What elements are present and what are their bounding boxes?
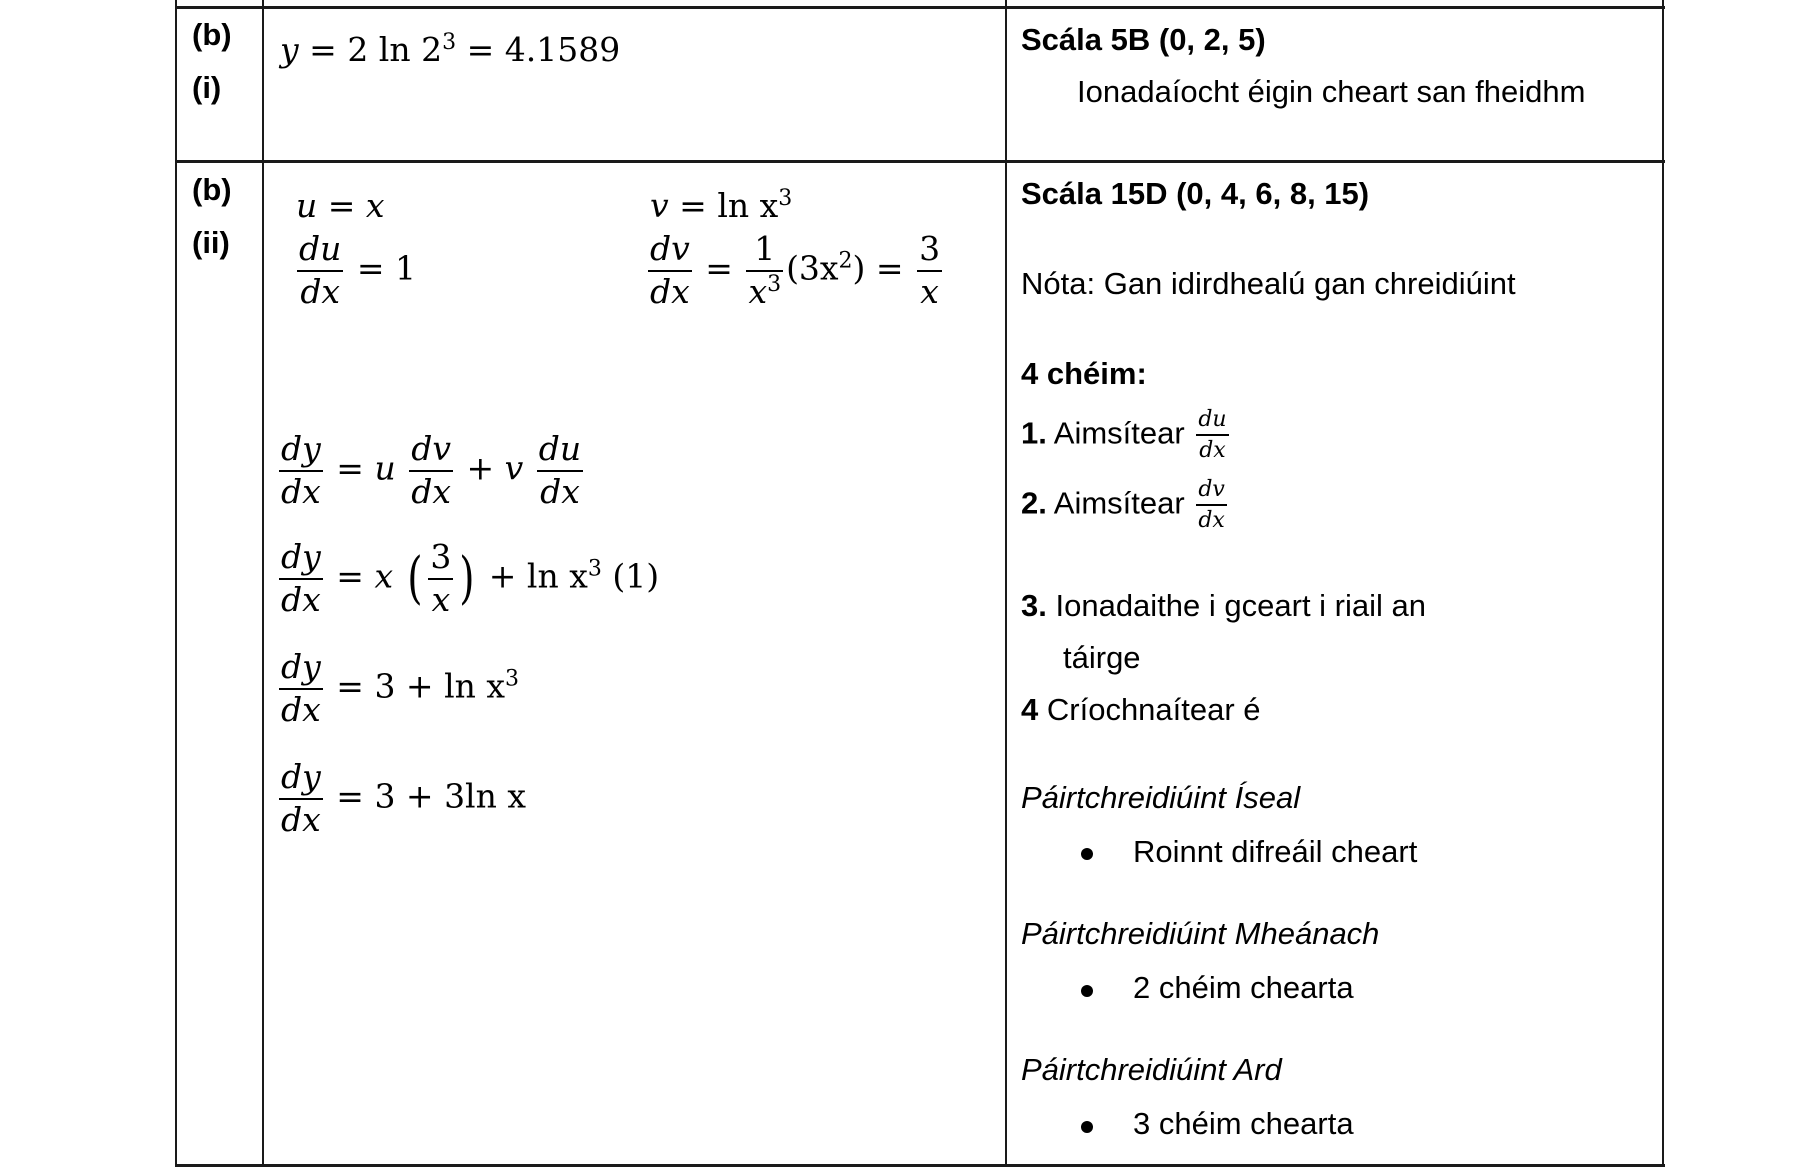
math-exponent: 3 bbox=[778, 186, 793, 211]
fraction: $\frac{du}{dx}$ bbox=[538, 429, 582, 511]
step-2: 2. Aimsítear $\frac{dv}{dx}$ bbox=[1021, 477, 1225, 534]
subpart-label: (i) bbox=[192, 70, 222, 105]
bullet-icon bbox=[1081, 985, 1093, 997]
math-var: v bbox=[650, 186, 669, 225]
table-border-left bbox=[175, 0, 177, 1167]
fraction: $\frac{dy}{dx}$ bbox=[281, 429, 321, 511]
table-border-top bbox=[175, 6, 1665, 9]
marking-scale: Scála 15D (0, 4, 6, 8, 15) bbox=[1021, 176, 1370, 211]
step-3-continued: táirge bbox=[1063, 640, 1141, 675]
fraction: $\frac{dy}{dx}$ bbox=[281, 647, 321, 729]
math-expr: 2 ln 2 bbox=[347, 30, 443, 69]
math-eq: = bbox=[679, 186, 707, 225]
row-label bbox=[192, 163, 232, 269]
math-exponent: 3 bbox=[442, 30, 457, 55]
math-var: x bbox=[365, 186, 385, 225]
step-1: 1. Aimsítear $\frac{du}{dx}$ bbox=[1021, 407, 1227, 464]
math-expr: ln x bbox=[717, 186, 779, 225]
solution-line bbox=[280, 30, 620, 69]
fraction: $\frac{1}{x^3}$ bbox=[748, 229, 782, 311]
math-value: 1 bbox=[395, 248, 417, 288]
v-definition bbox=[650, 186, 792, 225]
column-divider-label bbox=[262, 0, 264, 1167]
u-definition bbox=[296, 186, 385, 225]
table-border-right bbox=[1662, 0, 1664, 1167]
dv-dx-result: $\frac{dv}{dx}$ = $\frac{1}{x^3}$ $(3x^2)$ = $\frac{3}{x}$ bbox=[650, 229, 941, 311]
math-eq: = bbox=[705, 248, 733, 288]
part-label: (b) bbox=[192, 17, 232, 52]
math-var: y bbox=[280, 30, 299, 69]
fraction: $\frac{3}{x}$ bbox=[919, 229, 941, 311]
marking-note: Nóta: Gan idirdhealú gan chreidiúint bbox=[1021, 266, 1516, 301]
partial-credit-low-item: Roinnt difreáil cheart bbox=[1133, 834, 1418, 869]
fraction: $\frac{dv}{dx}$ bbox=[411, 429, 451, 511]
partial-credit-high-heading: Páirtchreidiúint Ard bbox=[1021, 1052, 1282, 1087]
bullet-icon bbox=[1081, 1121, 1093, 1133]
partial-credit-high-item: 3 chéim chearta bbox=[1133, 1106, 1354, 1141]
partial-credit-low-heading: Páirtchreidiúint Íseal bbox=[1021, 780, 1301, 815]
bullet-icon bbox=[1081, 848, 1093, 860]
math-eq: = bbox=[327, 186, 356, 225]
product-rule: $\frac{dy}{dx}$ = u $\frac{dv}{dx}$ + v $\frac{du}{dx}$ bbox=[281, 429, 582, 511]
simplify-step: $\frac{dy}{dx}$ = $3 + \ln x^3$ bbox=[281, 647, 519, 729]
fraction: $\frac{3}{x}$ bbox=[430, 537, 452, 619]
math-eq: = bbox=[466, 30, 495, 69]
math-eq: = bbox=[875, 248, 904, 288]
fraction: $\frac{du}{dx}$ bbox=[299, 229, 342, 311]
fraction: $\frac{dy}{dx}$ bbox=[281, 537, 321, 619]
math-var: u bbox=[296, 186, 318, 225]
subpart-label: (ii) bbox=[192, 225, 230, 260]
math-eq: = bbox=[309, 30, 337, 69]
marking-scale: Scála 5B (0, 2, 5) bbox=[1021, 22, 1266, 57]
fraction: $\frac{dv}{dx}$ bbox=[650, 229, 690, 311]
fraction: $\frac{du}{dx}$ bbox=[1198, 407, 1227, 464]
du-dx-result bbox=[294, 229, 417, 311]
math-value: 4.1589 bbox=[504, 30, 621, 69]
math-eq: = bbox=[356, 248, 385, 288]
table-border-bottom bbox=[175, 1164, 1665, 1167]
row-divider bbox=[175, 160, 1665, 163]
final-answer: $\frac{dy}{dx}$ = 3 + 3ln x bbox=[281, 757, 526, 839]
step-4: 4 Críochnaítear é bbox=[1021, 692, 1261, 727]
part-label: (b) bbox=[192, 172, 232, 207]
steps-heading: 4 chéim: bbox=[1021, 356, 1147, 391]
partial-credit-mid-item: 2 chéim chearta bbox=[1133, 970, 1354, 1005]
partial-credit-mid-heading: Páirtchreidiúint Mheánach bbox=[1021, 916, 1380, 951]
marking-criterion: Ionadaíocht éigin cheart san fheidhm bbox=[1077, 74, 1586, 109]
substitution-step: $\frac{dy}{dx}$ = x ( $\frac{3}{x}$ ) + $\ln x^3$ (1) bbox=[281, 537, 660, 619]
column-divider-marking bbox=[1005, 0, 1007, 1167]
row-label bbox=[192, 8, 232, 114]
fraction: $\frac{dv}{dx}$ bbox=[1198, 477, 1225, 534]
math-expr: (3x bbox=[786, 248, 839, 288]
fraction: $\frac{dy}{dx}$ bbox=[281, 757, 321, 839]
step-3: 3. Ionadaithe i gceart i riail an bbox=[1021, 588, 1426, 623]
